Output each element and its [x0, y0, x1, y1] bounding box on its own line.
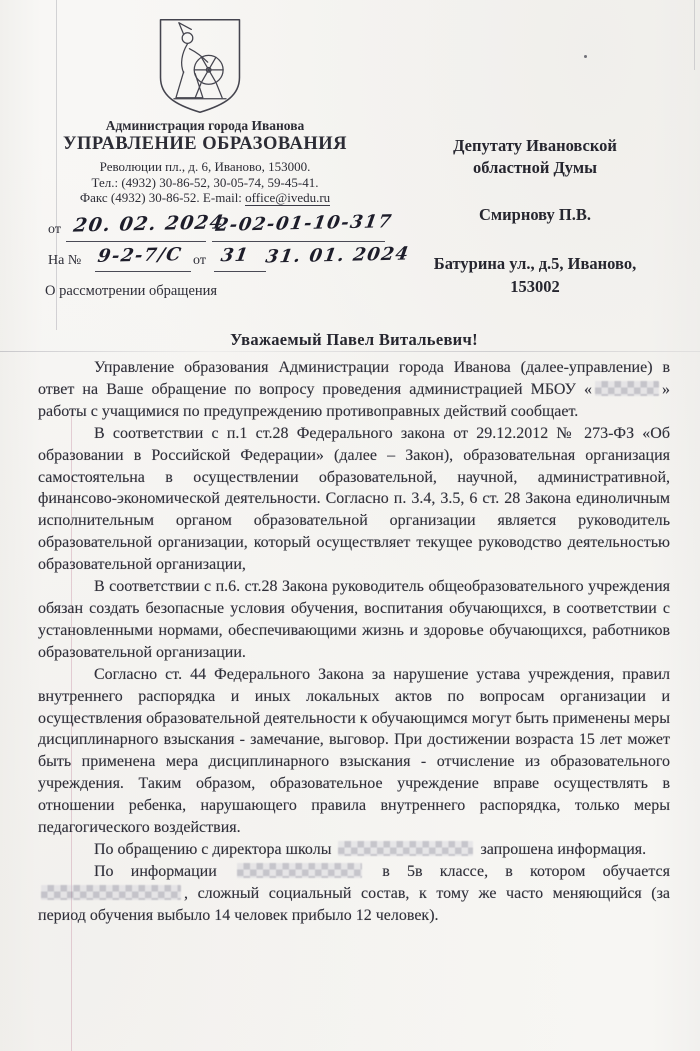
redacted-text-blur — [338, 841, 473, 856]
redacted-text-blur — [237, 863, 362, 878]
addressee-name: Смирнову П.В. — [479, 205, 591, 224]
addressee-title — [385, 135, 685, 179]
body-paragraphs — [38, 357, 670, 927]
handwritten-outgoing-number: 2-02-01-10-317 — [214, 211, 395, 236]
org-phone: Тел.: (4932) 30-86-52, 30-05-74, 59-45-41. — [91, 174, 319, 190]
scan-edge-artifact — [694, 0, 695, 70]
paragraph: В соответствии с п.1 ст.28 Федерального закона от 29.12.2012 № 273-ФЗ «Об образовании в Российской Федерации» (далее – Закон), образовательная организация самостоятельна в осуществлении образовательной, научной, административной, финансово-экономической деятельности. Согласно п. 3.4, 3.5, 6 ст. 28 Закона единоличным исполнительным органом образовательной организации является руководитель образовательной организации, который осуществляет текущее руководство деятельностью образовательной организации, — [38, 424, 670, 574]
addressee-title-line2: областной Думы — [473, 158, 597, 177]
paragraph: Управление образования Администрации города Иванова (далее-управление) в ответ на Ваше обращение по вопросу проведения администрацией МБОУ « » работы с учащимися по предупреждению противоправных действий сообщает. — [38, 359, 670, 420]
paragraph: В соответствии с п.6. ст.28 Закона руководитель общеобразовательного учреждения обязан создать безопасные условия обучения, воспитания обучающихся, в соответствии с установленными нормами, обеспечивающими жизнь и здоровье обучающихся, работников образовательной организации. — [38, 578, 670, 661]
org-administration: Администрация города Иванова — [105, 118, 305, 133]
redacted-text-blur — [595, 381, 659, 396]
handwritten-incoming-number2: 31 — [219, 244, 251, 267]
addressee-block — [385, 135, 685, 298]
scan-speck — [584, 55, 587, 58]
ref-underline — [212, 241, 385, 242]
ref-underline — [66, 241, 206, 242]
salutation: Уважаемый Павел Витальевич! — [230, 330, 478, 349]
handwritten-outgoing-date: 20. 02. 2024 — [72, 211, 227, 237]
paragraph: По обращению с директора школы запрошена информация. — [94, 840, 647, 858]
ref-underline — [214, 271, 266, 272]
org-department: УПРАВЛЕНИЕ ОБРАЗОВАНИЯ — [62, 134, 348, 154]
addressee-address-line1: Батурина ул., д.5, Иваново, — [433, 254, 637, 273]
org-fax-email — [20, 190, 390, 206]
ref-underline — [95, 271, 191, 272]
ivanovo-coat-of-arms-icon — [147, 14, 253, 118]
addressee-title-line1: Депутату Ивановской — [453, 136, 617, 155]
org-email: office@ivedu.ru — [245, 190, 331, 205]
from-label: от — [48, 222, 61, 237]
letter-subject: О рассмотрении обращения — [45, 283, 218, 299]
addressee-address — [385, 252, 685, 298]
paragraph: По информации в 5в классе, в котором обучается , сложный социальный состав, к тому же часто меняющийся (за период обучения выбыло 14 человек прибыло 12 человек). — [38, 862, 671, 924]
handwritten-incoming-number: 9-2-7/С — [96, 244, 184, 267]
sender-org-block — [20, 118, 390, 206]
addressee-address-line2: 153002 — [510, 277, 560, 296]
on-from-label: от — [193, 253, 206, 268]
handwritten-incoming-date: 31. 01. 2024 — [264, 243, 412, 268]
paragraph: Согласно ст. 44 Федерального Закона за нарушение устава учреждения, правил внутреннего распорядка и иных локальных актов по вопросам организации и осуществления образовательной деятельности к обучающимся могут быть применены меры дисциплинарного взыскания - замечание, выговор. При достижении возраста 15 лет может быть применена мера дисциплинарного взыскания - отчисление из образовательного учреждения. Таким образом, образовательное учреждение вправе осуществлять в отношении ребенка, нарушающего правила внутреннего распорядка, только меры педагогического воздействия. — [38, 665, 670, 837]
letter-body — [38, 330, 670, 927]
on-number-label: На № — [48, 253, 82, 268]
org-address: Революции пл., д. 6, Иваново, 153000. — [99, 159, 311, 174]
org-fax-label: Факс (4932) 30-86-52. E-mail: — [79, 190, 246, 205]
redacted-text-blur — [41, 885, 181, 900]
